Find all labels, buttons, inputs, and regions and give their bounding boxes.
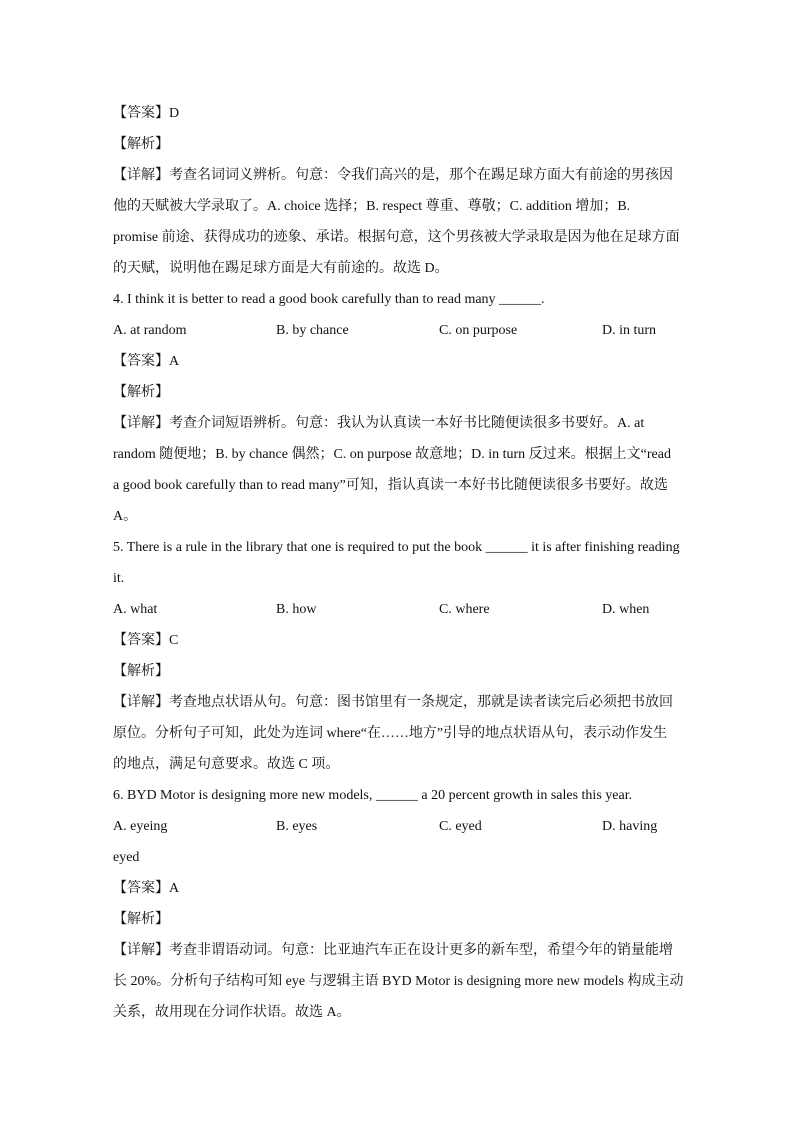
- q5-answer: 【答案】C: [113, 633, 179, 648]
- q6-detail-line: 【详解】考查非谓语动词。句意：比亚迪汽车正在设计更多的新车型，希望今年的销量能增: [113, 943, 673, 958]
- q6-option-c: C. eyed: [439, 819, 482, 834]
- q5-option-c: C. where: [439, 602, 490, 617]
- q4-options: [113, 315, 683, 346]
- q5-detail-line: 原位。分析句子可知，此处为连词 where“在……地方”引导的地点状语从句，表示动作发生: [113, 726, 668, 741]
- q6-detail-line: 长 20%。分析句子结构可知 eye 与逻辑主语 BYD Motor is designing more new models 构成主动: [113, 974, 684, 989]
- q6-stem: 6. BYD Motor is designing more new models, ______ a 20 percent growth in sales this year.: [113, 788, 633, 803]
- q5-option-d: D. when: [602, 602, 650, 617]
- q6-analysis-heading: 【解析】: [113, 912, 169, 927]
- q5-detail-line: 【详解】考查地点状语从句。句意：图书馆里有一条规定，那就是读者读完后必须把书放回: [113, 695, 673, 710]
- q4-detail-line: A。: [113, 509, 138, 524]
- q6-options: [113, 811, 683, 842]
- q3-detail-line: 的天赋，说明他在踢足球方面是大有前途的。故选 D。: [113, 261, 449, 276]
- q4-detail-line: 【详解】考查介词短语辨析。句意：我认为认真读一本好书比随便读很多书要好。A. at: [113, 416, 645, 431]
- q4-stem: 4. I think it is better to read a good book carefully than to read many ______.: [113, 292, 545, 307]
- q3-analysis-heading: 【解析】: [113, 137, 169, 152]
- q3-detail-line: promise 前途、获得成功的迹象、承诺。根据句意，这个男孩被大学录取是因为他在足球方面: [113, 230, 680, 245]
- q3-detail-line: 【详解】考查名词词义辨析。句意：令我们高兴的是，那个在踢足球方面大有前途的男孩因: [113, 168, 673, 183]
- q5-options: [113, 594, 683, 625]
- q6-option-d-wrap: eyed: [113, 850, 140, 865]
- q4-analysis-heading: 【解析】: [113, 385, 169, 400]
- q5-option-a: A. what: [113, 602, 158, 617]
- q4-detail-line: random 随便地；B. by chance 偶然；C. on purpose 故意地；D. in turn 反过来。根据上文“read: [113, 447, 671, 462]
- document-content: [113, 98, 683, 1028]
- q6-detail-line: 关系，故用现在分词作状语。故选 A。: [113, 1005, 351, 1020]
- q5-stem-continued: it.: [113, 571, 125, 586]
- q4-option-a: A. at random: [113, 323, 187, 338]
- q5-analysis-heading: 【解析】: [113, 664, 169, 679]
- q6-answer: 【答案】A: [113, 881, 180, 896]
- q3-detail-line: 他的天赋被大学录取了。A. choice 选择；B. respect 尊重、尊敬；C. addition 增加；B.: [113, 199, 631, 214]
- q5-stem: 5. There is a rule in the library that one is required to put the book ______ it is after finishing reading: [113, 540, 680, 555]
- q4-option-c: C. on purpose: [439, 323, 518, 338]
- q4-option-d: D. in turn: [602, 323, 657, 338]
- q5-option-b: B. how: [276, 602, 317, 617]
- q4-answer: 【答案】A: [113, 354, 180, 369]
- q4-option-b: B. by chance: [276, 323, 349, 338]
- q5-detail-line: 的地点，满足句意要求。故选 C 项。: [113, 757, 340, 772]
- q6-option-b: B. eyes: [276, 819, 318, 834]
- q6-option-d: D. having: [602, 819, 658, 834]
- q3-answer: 【答案】D: [113, 106, 180, 121]
- q6-option-a: A. eyeing: [113, 819, 168, 834]
- q4-detail-line: a good book carefully than to read many”可知，指认真读一本好书比随便读很多书要好。故选: [113, 478, 668, 493]
